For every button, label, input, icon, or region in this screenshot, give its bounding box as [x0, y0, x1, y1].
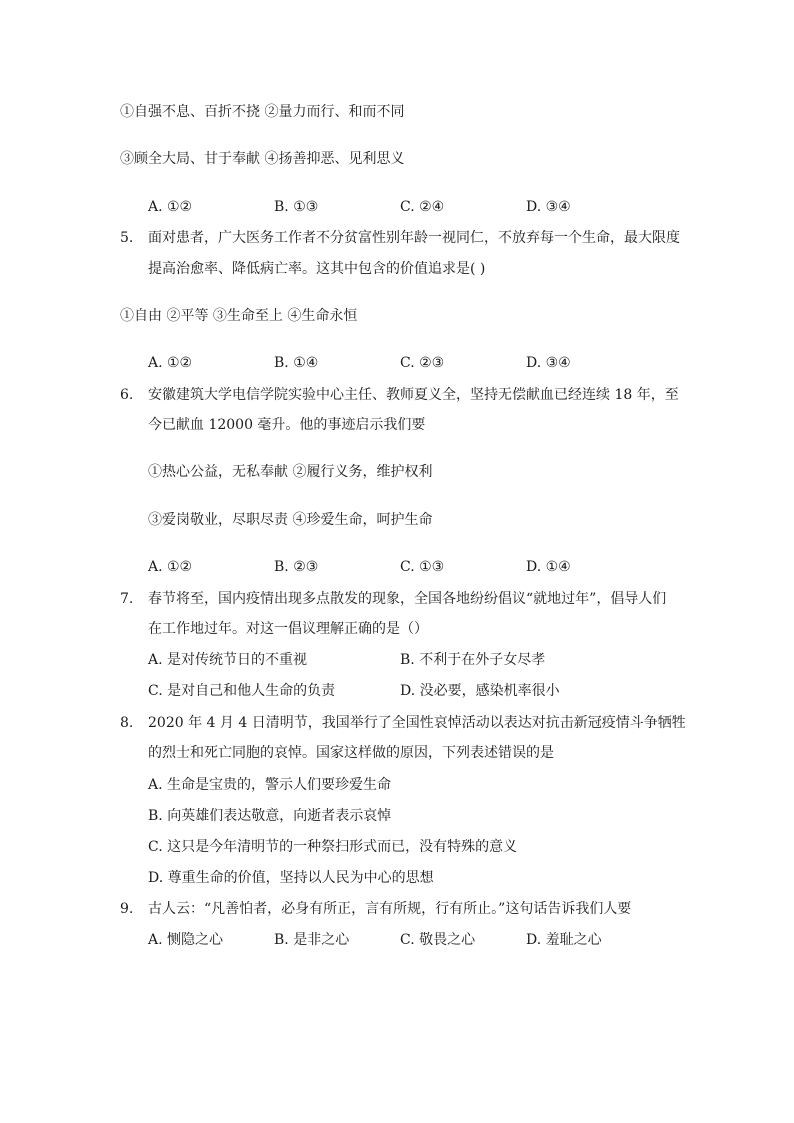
q9-stem-line-1: 古人云：“凡善怕者，必身有所正，言有所规，行有所止。”这句话告诉我们人要	[148, 901, 632, 917]
q4-item-line-1: ①自强不息、百折不挠 ②量力而行、和而不同	[120, 104, 405, 120]
q8-option-c: C. 这只是今年清明节的一种祭扫形式而已，没有特殊的意义	[148, 839, 518, 855]
q5-option-d: D. ③④	[526, 355, 571, 371]
q8-option-b: B. 向英雄们表达敬意，向逝者表示哀悼	[148, 808, 392, 824]
q6-stem-line-2: 今已献血 12000 毫升。他的事迹启示我们要	[148, 417, 426, 433]
q7-option-a: A. 是对传统节日的不重视	[148, 652, 308, 668]
q4-option-b: B. ①③	[274, 199, 319, 215]
q5-number: 5.	[120, 230, 134, 246]
q6-item-line-2: ③爱岗敬业，尽职尽责 ④珍爱生命，呵护生命	[148, 512, 433, 528]
q4-option-c: C. ②④	[400, 199, 445, 215]
q8-stem-line-2: 的烈士和死亡同胞的哀悼。国家这样做的原因，下列表述错误的是	[148, 745, 554, 761]
q5-option-a: A. ①②	[148, 355, 193, 371]
q8-number: 8.	[120, 715, 134, 731]
q5-items: ①自由 ②平等 ③生命至上 ④生命永恒	[120, 308, 358, 324]
q4-option-a: A. ①②	[148, 199, 193, 215]
q7-number: 7.	[120, 591, 134, 607]
q7-stem-line-1: 春节将至，国内疫情出现多点散发的现象，全国各地纷纷倡议“就地过年”，倡导人们	[148, 591, 667, 607]
q9-option-c: C. 敬畏之心	[400, 932, 476, 948]
q5-stem-line-1: 面对患者，广大医务工作者不分贫富性别年龄一视同仁，不放弃每一个生命，最大限度	[148, 230, 680, 246]
q6-option-d: D. ①④	[526, 559, 571, 575]
q9-number: 9.	[120, 901, 134, 917]
q6-option-b: B. ②③	[274, 559, 319, 575]
q8-option-d: D. 尊重生命的价值，坚持以人民为中心的思想	[148, 870, 434, 886]
q6-number: 6.	[120, 387, 134, 403]
q8-stem-line-1: 2020 年 4 月 4 日清明节，我国举行了全国性哀悼活动以表达对抗击新冠疫情斗争牺牲	[148, 715, 686, 731]
q7-option-b: B. 不利于在外子女尽孝	[400, 652, 546, 668]
q7-option-c: C. 是对自己和他人生命的负责	[148, 683, 336, 699]
q7-stem-line-2: 在工作地过年。对这一倡议理解正确的是（）	[148, 621, 428, 637]
q6-option-a: A. ①②	[148, 559, 193, 575]
q6-stem-line-1: 安徽建筑大学电信学院实验中心主任、教师夏义全，坚持无偿献血已经连续 18 年，至	[148, 387, 679, 403]
q7-option-d: D. 没必要，感染机率很小	[400, 683, 560, 699]
q8-option-a: A. 生命是宝贵的，警示人们要珍爱生命	[148, 777, 392, 793]
q4-option-d: D. ③④	[526, 199, 571, 215]
q9-option-d: D. 羞耻之心	[526, 932, 602, 948]
q9-option-b: B. 是非之心	[274, 932, 350, 948]
q4-item-line-2: ③顾全大局、甘于奉献 ④扬善抑恶、见利思义	[120, 151, 405, 167]
q9-option-a: A. 恻隐之心	[148, 932, 224, 948]
q6-option-c: C. ①③	[400, 559, 445, 575]
q5-option-b: B. ①④	[274, 355, 319, 371]
q6-item-line-1: ①热心公益，无私奉献 ②履行义务，维护权利	[148, 464, 433, 480]
q5-option-c: C. ②③	[400, 355, 445, 371]
q5-stem-line-2: 提高治愈率、降低病亡率。这其中包含的价值追求是( )	[148, 261, 486, 277]
